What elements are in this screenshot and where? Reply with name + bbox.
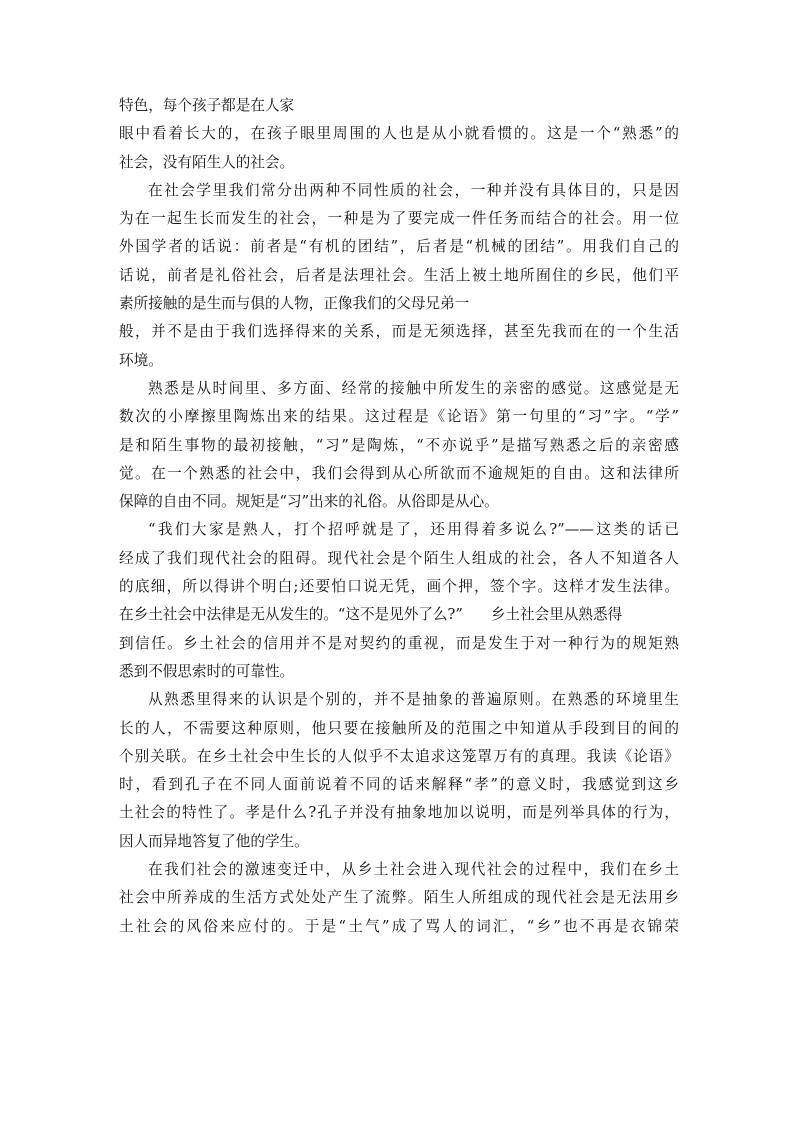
text-segment: 乡土社会里从熟悉得 — [490, 606, 623, 624]
text-line: 保障的自由不同。规矩是“习”出来的礼俗。从俗即是从心。 — [119, 493, 499, 511]
text-line: 是和陌生事物的最初接触，“习”是陶炼，“不亦说乎”是描写熟悉之后的亲密感 — [119, 436, 679, 454]
text-line: 悉到不假思索时的可靠性。 — [119, 662, 295, 680]
text-line: 般，并不是由于我们选择得来的关系，而是无须选择，甚至先我而在的一个生活 — [119, 323, 679, 341]
text-line: 因人而异地答复了他的学生。 — [119, 832, 309, 850]
text-line: 个别关联。在乡土社会中生长的人似乎不太追求这笼罩万有的真理。我读《论语》 — [119, 747, 679, 765]
text-line: 数次的小摩擦里陶炼出来的结果。这过程是《论语》第一句里的“习”字。“学” — [119, 408, 679, 426]
text-line: 长的人，不需要这种原则，他只要在接触所及的范围之中知道从手段到目的间的 — [119, 719, 679, 737]
text-line: 土社会的特性了。孝是什么?孔子并没有抽象地加以说明，而是列举具体的行为， — [119, 804, 679, 822]
text-line: 觉。在一个熟悉的社会中，我们会得到从心所欲而不逾规矩的自由。这和法律所 — [119, 464, 679, 482]
paragraph-first-line: 在我们社会的激速变迁中，从乡土社会进入现代社会的过程中，我们在乡土 — [148, 861, 679, 879]
document-body — [119, 92, 679, 941]
text-line: 环境。 — [119, 351, 163, 369]
text-line: 时，看到孔子在不同人面前说着不同的话来解释“孝”的意义时，我感觉到这乡 — [119, 776, 679, 794]
text-line: 话说，前者是礼俗社会，后者是法理社会。生活上被土地所囿住的乡民，他们平 — [119, 266, 679, 284]
text-line — [119, 601, 679, 629]
text-line: 眼中看着长大的，在孩子眼里周围的人也是从小就看惯的。这是一个“熟悉”的 — [119, 125, 679, 143]
text-line: 特色，每个孩子都是在人家 — [119, 97, 295, 114]
text-line: 经成了我们现代社会的阻碍。现代社会是个陌生人组成的社会，各人不知道各人 — [119, 549, 679, 567]
text-line: 土社会的风俗来应付的。于是“土气”成了骂人的词汇，“乡”也不再是衣锦荣 — [119, 917, 679, 935]
text-line: 社会中所养成的生活方式处处产生了流弊。陌生人所组成的现代社会是无法用乡 — [119, 889, 679, 907]
text-line: 外国学者的话说：前者是“有机的团结”，后者是“机械的团结”。用我们自己的 — [119, 238, 679, 256]
text-line: 的底细，所以得讲个明白;还要怕口说无凭，画个押，签个字。这样才发生法律。 — [119, 578, 679, 596]
text-line: 为在一起生长而发生的社会，一种是为了要完成一件任务而结合的社会。用一位 — [119, 210, 679, 228]
paragraph-first-line: 从熟悉里得来的认识是个别的，并不是抽象的普遍原则。在熟悉的环境里生 — [148, 691, 679, 709]
text-line: 素所接触的是生而与俱的人物，正像我们的父母兄弟一 — [119, 295, 470, 313]
text-line: 到信任。乡土社会的信用并不是对契约的重视，而是发生于对一种行为的规矩熟 — [119, 634, 679, 652]
text-segment: 在乡土社会中法律是无从发生的。“这不是见外了么?” — [119, 606, 463, 624]
paragraph-first-line: “我们大家是熟人，打个招呼就是了，还用得着多说么?”——这类的话已 — [148, 521, 679, 539]
paragraph-first-line: 在社会学里我们常分出两种不同性质的社会，一种并没有具体目的，只是因 — [148, 181, 679, 199]
paragraph-first-line: 熟悉是从时间里、多方面、经常的接触中所发生的亲密的感觉。这感觉是无 — [148, 379, 679, 397]
text-line: 社会，没有陌生人的社会。 — [119, 153, 295, 171]
